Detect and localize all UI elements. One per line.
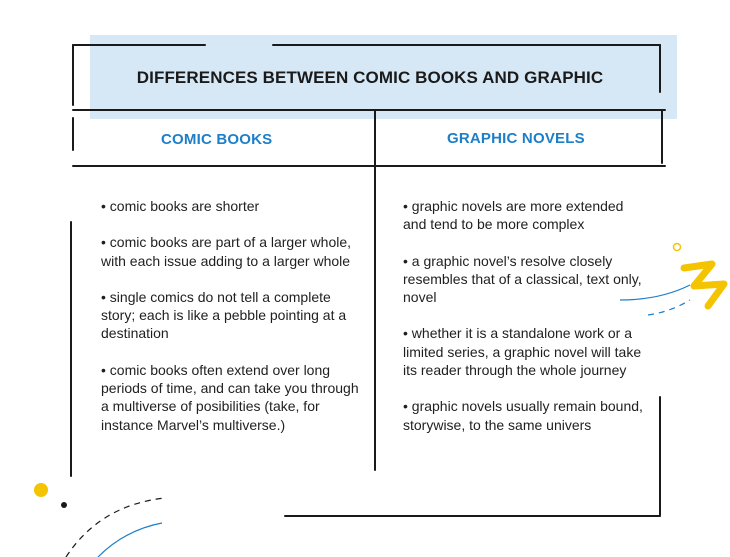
black-dot <box>61 502 67 508</box>
list-item: • single comics do not tell a complete story; each is like a pebble pointing at a destination <box>101 288 347 342</box>
list-item: • comic books are part of a larger whole, with each issue adding to a larger whole <box>101 234 352 269</box>
blue-curve-left <box>98 523 162 557</box>
page-title: DIFFERENCES BETWEEN COMIC BOOKS AND GRAPHIC <box>136 68 604 87</box>
small-yellow-ring <box>674 244 681 251</box>
blue-dashed-right <box>648 300 690 315</box>
list-item: • whether it is a standalone work or a limited series, a graphic novel will take its reader through the whole journey <box>403 325 642 379</box>
yellow-dot <box>34 483 48 497</box>
list-item: • graphic novels are more extended and tend to be more complex <box>403 198 624 233</box>
column-heading-graphic-novels: GRAPHIC NOVELS <box>447 130 585 147</box>
column-heading-comic-books: COMIC BOOKS <box>161 131 273 148</box>
graphic-novels-list <box>403 197 643 452</box>
list-item: • comic books often extend over long periods of time, and can take you through a multiverse of posibilities (take, for instance Marvel’s multiverse.) <box>101 361 359 433</box>
list-item: • comic books are shorter <box>101 198 260 214</box>
list-item: • graphic novels usually remain bound, storywise, to the same univers <box>403 398 643 433</box>
comic-books-list <box>101 197 366 452</box>
black-dashed-curve <box>66 498 165 557</box>
list-item: • a graphic novel’s resolve closely resembles that of a classical, text only, novel <box>403 252 642 306</box>
